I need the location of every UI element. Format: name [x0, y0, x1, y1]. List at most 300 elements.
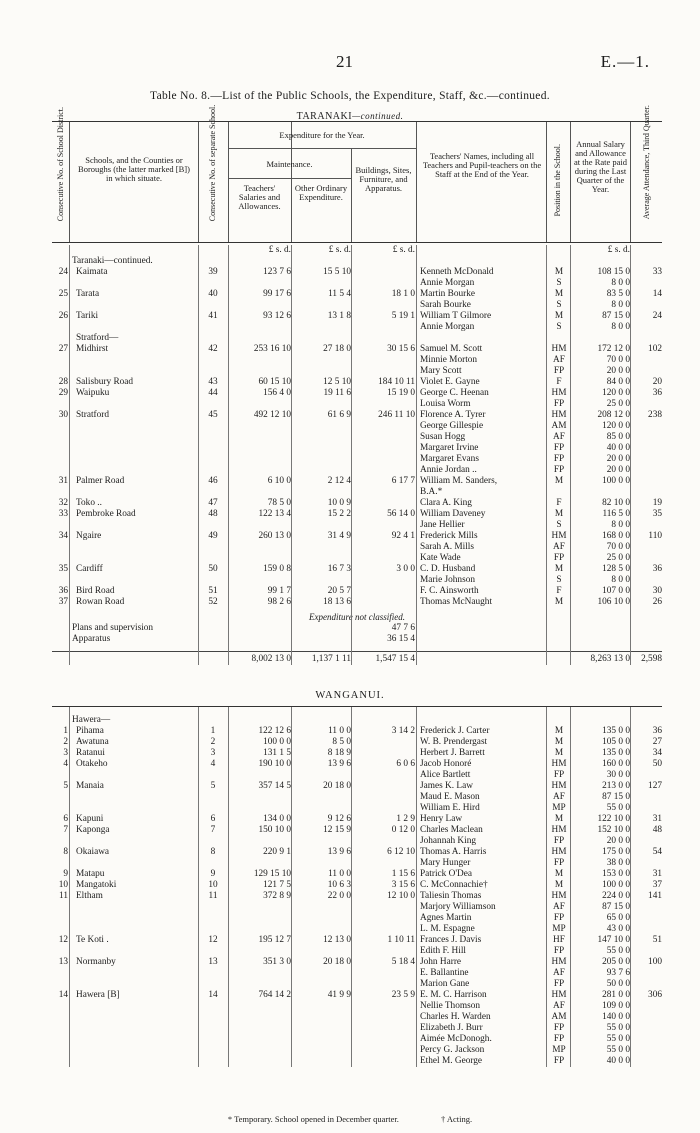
cell-sal: 8 0 0: [611, 575, 630, 585]
cell-tn: F. C. Ainsworth: [420, 586, 479, 596]
cell-sal: 20 0 0: [606, 836, 630, 846]
cell-tn: B.A.*: [420, 487, 443, 497]
cell-m2: 12 5 10: [323, 377, 351, 387]
cell-m1: 98 2 6: [267, 597, 291, 607]
cell-m2: 20 18 0: [323, 957, 351, 967]
cell-pos: HM: [551, 891, 567, 901]
cell-pos: M: [554, 748, 564, 758]
cell-pos: FP: [553, 465, 565, 475]
cell-tn: Sarah Bourke: [420, 300, 471, 310]
cell-no: 37: [58, 597, 68, 607]
cell-pos: MP: [552, 924, 566, 934]
cell-sep: 43: [208, 377, 218, 387]
cell-sal: 8 0 0: [611, 520, 630, 530]
cell-sal: 106 10 0: [597, 597, 630, 607]
cell-no: 26: [58, 311, 68, 321]
cell-pos: S: [556, 575, 562, 585]
cell-pos: FP: [553, 770, 565, 780]
cell-bld: 246 11 10: [378, 410, 415, 420]
cell-sal: 20 0 0: [606, 366, 630, 376]
cell-no: 9: [63, 869, 68, 879]
column-rule: [351, 245, 352, 665]
cell-pos: FP: [553, 443, 565, 453]
region-heading-wanganui: WANGANUI.: [315, 690, 385, 701]
cell-pos: AM: [551, 421, 567, 431]
cell-no: 35: [58, 564, 68, 574]
cell-m2: 9 12 6: [327, 814, 351, 824]
cell-school: Kaponga: [76, 825, 110, 835]
cell-school: Tariki: [76, 311, 99, 321]
cell-pos: S: [556, 520, 562, 530]
cell-no: 25: [58, 289, 68, 299]
cell-m2: 11 0 0: [328, 869, 351, 879]
page-number: 21: [336, 52, 353, 71]
cell-pos: MP: [552, 803, 566, 813]
cell-avg: 33: [652, 267, 662, 277]
cell-sep: 13: [208, 957, 218, 967]
cell-school: Toko ..: [76, 498, 102, 508]
cell-school: Matapu: [76, 869, 105, 879]
cell-m2: 11 0 0: [328, 726, 351, 736]
cell-sal: 85 0 0: [606, 432, 630, 442]
cell-m2: 11 5 4: [328, 289, 351, 299]
cell-m1: 150 10 0: [258, 825, 291, 835]
footnote-acting: † Acting.: [440, 1114, 473, 1124]
cell-pos: FP: [553, 454, 565, 464]
cell-avg: 110: [648, 531, 662, 541]
cell-pos: HM: [551, 990, 567, 1000]
cell-sep: 48: [208, 509, 218, 519]
cell-pos: HM: [551, 781, 567, 791]
cell-bld: 3 15 6: [391, 880, 415, 890]
cell-tn: Margaret Evans: [420, 454, 479, 464]
cell-sal: 55 0 0: [606, 946, 630, 956]
cell-school: Salisbury Road: [76, 377, 134, 387]
cell-m2: 15 2 2: [327, 509, 351, 519]
cell-m1: 99 1 7: [267, 586, 291, 596]
cell-tn: Herbert J. Barrett: [420, 748, 485, 758]
cell-no: 8: [63, 847, 68, 857]
cell-pos: HM: [551, 957, 567, 967]
cell-sep: 4: [210, 759, 216, 769]
cell-sal: 83 5 0: [606, 289, 630, 299]
cell-sep: 6: [210, 814, 216, 824]
cell-pos: FP: [553, 553, 565, 563]
cell-m2: 22 0 0: [327, 891, 351, 901]
cell-bld: 6 12 10: [387, 847, 415, 857]
cell-sep: 11: [208, 891, 218, 901]
cell-sal: 224 0 0: [602, 891, 630, 901]
cell-m1: 372 8 9: [263, 891, 291, 901]
cell-tn: Alice Bartlett: [420, 770, 471, 780]
cell-tn: Margaret Irvine: [420, 443, 479, 453]
cell-avg: 100: [648, 957, 662, 967]
cell-pos: FP: [553, 979, 565, 989]
cell-sal: 175 0 0: [602, 847, 630, 857]
cell-m2: 12 15 9: [323, 825, 351, 835]
cell-avg: 102: [648, 344, 662, 354]
cell-avg: 36: [652, 726, 662, 736]
cell-pos: M: [554, 597, 564, 607]
cell-school: Waipuku: [76, 388, 110, 398]
group-label: Taranaki—continued.: [72, 256, 153, 266]
header-teachers-names: Teachers' Names, including all Teachers and Pupil-teachers on the Staff at the End of the Year.: [422, 151, 542, 179]
cell-school: Kaimata: [76, 267, 108, 277]
cell-bld: 92 4 1: [391, 531, 415, 541]
cell-no: 10: [58, 880, 68, 890]
cell-tn: W. B. Prendergast: [420, 737, 488, 747]
cell-m2: 20 5 7: [327, 586, 351, 596]
cell-m2: 41 9 9: [327, 990, 351, 1000]
cell-m2: 2 12 4: [327, 476, 351, 486]
cell-avg: 127: [648, 781, 662, 791]
cell-sal: 172 12 0: [597, 344, 630, 354]
cell-tn: Minnie Morton: [420, 355, 478, 365]
cell-m2: 61 6 9: [327, 410, 351, 420]
cell-avg: 20: [652, 377, 662, 387]
column-rule: [630, 245, 631, 665]
cell-tn: Martin Bourke: [420, 289, 475, 299]
cell-school: Hawera [B]: [76, 990, 120, 1000]
cell-sep: 42: [208, 344, 218, 354]
cell-sal: 281 0 0: [602, 990, 630, 1000]
cell-sep: 45: [208, 410, 218, 420]
cell-sal: 153 0 0: [602, 869, 630, 879]
cell-m2: 13 1 8: [327, 311, 351, 321]
cell-avg: 37: [652, 880, 662, 890]
cell-tn: Annie Morgan: [420, 278, 475, 288]
cell-tn: Percy G. Jackson: [420, 1045, 485, 1055]
cell-pos: AF: [553, 355, 565, 365]
cell-avg: 36: [652, 564, 662, 574]
cell-avg: 51: [652, 935, 662, 945]
cell-sal: 107 0 0: [602, 586, 630, 596]
taranaki-table-body: [52, 245, 662, 666]
cell-no: 27: [58, 344, 68, 354]
cell-no: 30: [58, 410, 68, 420]
totals-row: 8,002 13 0 1,137 1 11 1,547 15 4 8,263 13 0 2,598: [52, 651, 662, 666]
cell-sal: 135 0 0: [602, 726, 630, 736]
cell-sep: 7: [210, 825, 216, 835]
cell-tn: L. M. Espagne: [420, 924, 475, 934]
cell-bld: 3 0 0: [396, 564, 415, 574]
cell-tn: Charles H. Warden: [420, 1012, 491, 1022]
cell-bld: 56 14 0: [387, 509, 415, 519]
cell-sep: 9: [210, 869, 216, 879]
cell-bld: 15 19 0: [387, 388, 415, 398]
cell-m1: 253 16 10: [253, 344, 291, 354]
cell-sep: 47: [208, 498, 218, 508]
cell-pos: HM: [551, 388, 567, 398]
cell-pos: S: [556, 300, 562, 310]
cell-m1: 129 15 10: [253, 869, 291, 879]
cell-tn: Kate Wade: [420, 553, 461, 563]
cell-m2: 16 7 3: [327, 564, 351, 574]
cell-tn: Sarah A. Mills: [420, 542, 474, 552]
cell-sal: 50 0 0: [606, 979, 630, 989]
group-label: Hawera—: [72, 715, 111, 725]
cell-m1: 99 17 6: [263, 289, 291, 299]
cell-pos: M: [554, 880, 564, 890]
column-rule: [198, 707, 199, 1067]
column-rule: [198, 245, 199, 665]
cell-pos: FP: [553, 858, 565, 868]
cell-pos: F: [556, 377, 562, 387]
cell-m1: 60 15 10: [258, 377, 291, 387]
cell-sal: 55 0 0: [606, 803, 630, 813]
cell-sep: 10: [208, 880, 218, 890]
cell-no: 33: [58, 509, 68, 519]
cell-pos: AM: [551, 1012, 567, 1022]
cell-m1: 122 12 6: [258, 726, 291, 736]
cell-bld: 6 17 7: [391, 476, 415, 486]
cell-sal: 120 0 0: [602, 421, 630, 431]
cell-sal: 20 0 0: [606, 454, 630, 464]
cell-m1: 220 9 1: [263, 847, 291, 857]
cell-pos: FP: [553, 399, 565, 409]
cell-tn: Florence A. Tyrer: [420, 410, 486, 420]
cell-sal: 108 15 0: [597, 267, 630, 277]
cell-sal: 168 0 0: [602, 531, 630, 541]
cell-school: Rowan Road: [76, 597, 125, 607]
cell-m1: 260 13 0: [258, 531, 291, 541]
cell-bld: 5 18 4: [391, 957, 415, 967]
cell-no: 29: [58, 388, 68, 398]
cell-sal: 84 0 0: [606, 377, 630, 387]
cell-school: Stratford—: [76, 333, 119, 343]
cell-school: Bird Road: [76, 586, 115, 596]
cell-sep: 2: [210, 737, 216, 747]
cell-avg: 141: [648, 891, 662, 901]
cell-sal: 8 0 0: [611, 300, 630, 310]
cell-no: 12: [58, 935, 68, 945]
column-rule: [228, 245, 229, 665]
not-classified-label: Expenditure not classified.: [309, 612, 405, 622]
header-other-ordinary: Other Ordinary Expenditure.: [294, 183, 348, 202]
cell-pos: F: [556, 586, 562, 596]
cell-school: Tarata: [76, 289, 100, 299]
cell-sal: 105 0 0: [602, 737, 630, 747]
cell-avg: 34: [652, 748, 662, 758]
cell-bld: 1 10 11: [387, 935, 415, 945]
cell-sal: 8 0 0: [611, 278, 630, 288]
cell-avg: 50: [652, 759, 662, 769]
cell-sep: 44: [208, 388, 218, 398]
cell-school: Manaia: [76, 781, 104, 791]
cell-pos: HM: [551, 410, 567, 420]
cell-bld: 12 10 0: [387, 891, 415, 901]
cell-pos: S: [556, 278, 562, 288]
cell-m1: 764 14 2: [258, 990, 291, 1000]
cell-school: Ngaire: [76, 531, 102, 541]
cell-m2: 18 13 6: [323, 597, 351, 607]
column-rule: [291, 707, 292, 1067]
header-maintenance: Maintenance.: [266, 159, 313, 169]
cell-sal: 87 15 0: [602, 902, 630, 912]
cell-pos: HM: [551, 847, 567, 857]
cell-bld: 30 15 6: [387, 344, 415, 354]
cell-avg: 26: [652, 597, 662, 607]
cell-tn: Annie Morgan: [420, 322, 475, 332]
cell-school: Pihama: [76, 726, 104, 736]
cell-pos: AF: [553, 432, 565, 442]
cell-sal: 40 0 0: [606, 1056, 630, 1066]
cell-school: Te Koti .: [76, 935, 109, 945]
cell-tn: James K. Law: [420, 781, 473, 791]
column-rule: [416, 245, 417, 665]
header-buildings: Buildings, Sites, Furniture, and Apparatus.: [355, 165, 412, 193]
cell-school: Midhirst: [76, 344, 109, 354]
cell-sal: 55 0 0: [606, 1023, 630, 1033]
cell-avg: 306: [648, 990, 662, 1000]
column-rule: [69, 245, 70, 665]
cell-m1: 492 12 10: [253, 410, 291, 420]
cell-pos: AF: [553, 902, 565, 912]
cell-no: 32: [58, 498, 68, 508]
cell-pos: FP: [553, 946, 565, 956]
cell-bld: 18 1 0: [391, 289, 415, 299]
column-rule: [228, 707, 229, 1067]
cell-m1: 100 0 0: [263, 737, 291, 747]
cell-school: Awatuna: [76, 737, 109, 747]
column-rule: [546, 245, 547, 665]
cell-tn: Susan Hogg: [420, 432, 466, 442]
column-rule: [416, 707, 417, 1067]
cell-tn: Jane Hellier: [420, 520, 465, 530]
cell-tn: Edith F. Hill: [420, 946, 467, 956]
column-rule: [570, 245, 571, 665]
cell-avg: 36: [652, 388, 662, 398]
cell-tn: Marion Gane: [420, 979, 470, 989]
cell-sep: 49: [208, 531, 218, 541]
cell-sal: 8 0 0: [611, 322, 630, 332]
cell-sal: 152 10 0: [597, 825, 630, 835]
cell-bld: 23 5 9: [391, 990, 415, 1000]
cell-bld: 1 2 9: [396, 814, 415, 824]
cell-pos: M: [554, 289, 564, 299]
cell-sal: 116 5 0: [602, 509, 630, 519]
cell-pos: F: [556, 498, 562, 508]
cell-m1: 6 10 0: [267, 476, 291, 486]
cell-no: 3: [63, 748, 68, 758]
cell-pos: M: [554, 726, 564, 736]
column-rule: [630, 707, 631, 1067]
cell-m2: 27 18 0: [323, 344, 351, 354]
cell-avg: 27: [652, 737, 662, 747]
header-position: Position in the School.: [552, 143, 562, 217]
footnote-temporary: * Temporary. School opened in December quarter.: [227, 1114, 399, 1124]
cell-sal: 25 0 0: [606, 399, 630, 409]
cell-no: 4: [63, 759, 68, 769]
cell-sal: 205 0 0: [602, 957, 630, 967]
cell-tn: Kenneth McDonald: [420, 267, 494, 277]
cell-sal: 160 0 0: [602, 759, 630, 769]
cell-m2: 12 13 0: [323, 935, 351, 945]
cell-avg: 31: [652, 814, 662, 824]
cell-pos: FP: [553, 1056, 565, 1066]
cell-tn: Thomas A. Harris: [420, 847, 487, 857]
cell-sep: 14: [208, 990, 218, 1000]
cell-sep: 41: [208, 311, 218, 321]
lsd-row: £ s. d. £ s. d. £ s. d. £ s. d.: [268, 245, 630, 255]
cell-sal: 140 0 0: [602, 1012, 630, 1022]
cell-tn: Clara A. King: [420, 498, 472, 508]
cell-school: Eltham: [76, 891, 103, 901]
cell-tn: Mary Hunger: [420, 858, 471, 868]
cell-pos: M: [554, 869, 564, 879]
cell-m1: 190 10 0: [258, 759, 291, 769]
cell-pos: S: [556, 322, 562, 332]
cell-sal: 109 0 0: [602, 1001, 630, 1011]
cell-pos: M: [554, 737, 564, 747]
wanganui-table-body: [52, 706, 662, 1067]
cell-tn: Marie Johnson: [420, 575, 476, 585]
cell-tn: Frederick J. Carter: [420, 726, 490, 736]
cell-pos: AF: [553, 968, 565, 978]
cell-tn: Johannah King: [420, 836, 477, 846]
cell-tn: Charles Maclean: [420, 825, 483, 835]
cell-m1: 357 14 5: [258, 781, 291, 791]
cell-sal: 82 10 0: [602, 498, 630, 508]
cell-no: 14: [58, 990, 68, 1000]
header-expenditure: Expenditure for the Year.: [279, 130, 365, 140]
cell-avg: 54: [652, 847, 662, 857]
cell-bld: 6 0 6: [396, 759, 415, 769]
cell-pos: M: [554, 509, 564, 519]
cell-pos: M: [554, 564, 564, 574]
header-average-attendance: Average Attendance, Third Quarter.: [641, 105, 651, 220]
table-title: Table No. 8.—List of the Public Schools, the Expenditure, Staff, &c.—continued.: [150, 90, 550, 102]
cell-m2: 15 5 10: [323, 267, 351, 277]
cell-sal: 87 15 0: [602, 792, 630, 802]
cell-sal: 135 0 0: [602, 748, 630, 758]
page-code: E.—1.: [600, 52, 650, 71]
cell-sal: 122 10 0: [597, 814, 630, 824]
cell-tn: Violet E. Gayne: [420, 377, 480, 387]
cell-m2: 31 4 9: [327, 531, 351, 541]
header-teachers-salaries: Teachers' Salaries and Allowances.: [238, 183, 281, 211]
cell-m2: 13 9 6: [327, 847, 351, 857]
header-consec-no: Consecutive No. of School District.: [55, 106, 65, 222]
cell-tn: Jacob Honoré: [420, 759, 472, 769]
cell-tn: Maud E. Mason: [420, 792, 480, 802]
cell-avg: 238: [648, 410, 662, 420]
cell-no: 13: [58, 957, 68, 967]
cell-sep: 51: [208, 586, 218, 596]
cell-m2: 8 5 0: [332, 737, 351, 747]
cell-sep: 8: [210, 847, 216, 857]
cell-avg: 48: [652, 825, 662, 835]
cell-tn: Aimée McDonogh.: [420, 1034, 492, 1044]
cell-m1: 156 4 0: [263, 388, 291, 398]
cell-pos: M: [554, 267, 564, 277]
cell-tn: Ethel M. George: [420, 1056, 483, 1066]
column-rule: [570, 707, 571, 1067]
cell-m1: 122 13 4: [258, 509, 291, 519]
cell-pos: MP: [552, 1045, 566, 1055]
cell-avg: 19: [652, 498, 662, 508]
cell-tn: Patrick O'Dea: [420, 869, 473, 879]
cell-m1: 159 0 8: [263, 564, 291, 574]
cell-tn: E. Ballantine: [420, 968, 469, 978]
footnotes: [0, 1114, 700, 1124]
cell-pos: HF: [553, 935, 565, 945]
cell-pos: FP: [553, 366, 565, 376]
cell-m2: 20 18 0: [323, 781, 351, 791]
cell-sal: 20 0 0: [606, 465, 630, 475]
cell-pos: M: [554, 814, 564, 824]
cell-sal: 213 0 0: [602, 781, 630, 791]
